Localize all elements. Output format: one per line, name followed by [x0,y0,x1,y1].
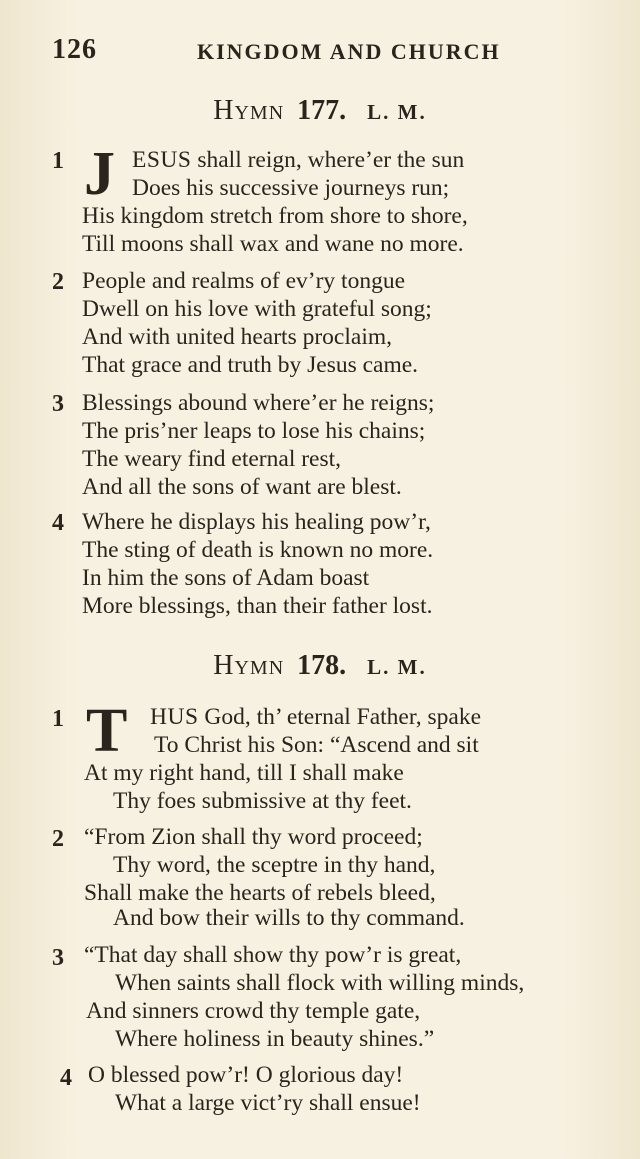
hymn-word: Hymn [213,650,285,681]
verse-line: And all the sons of want are blest. [82,474,402,500]
verse-line: More blessings, than their father lost. [82,593,433,619]
verse-line: Till moons shall wax and wane no more. [82,231,464,257]
hymn-title [0,650,640,682]
hymn-word: Hymn [213,95,285,126]
stanza-number: 1 [52,706,64,732]
stanza-number: 2 [52,826,64,852]
stanza-number: 2 [52,269,64,295]
verse-line: Does his successive journeys run; [132,175,450,201]
verse-line: Thy foes submissive at thy feet. [113,788,412,814]
verse-line: Thy word, the sceptre in thy hand, [113,852,436,878]
verse-line: Dwell on his love with grateful song; [82,296,432,322]
stanza-number: 1 [52,148,64,174]
stanza-number: 3 [52,391,64,417]
verse-line: His kingdom stretch from shore to shore, [82,203,468,229]
verse-line: And sinners crowd thy temple gate, [86,998,421,1024]
verse-line: HUS God, th’ eternal Father, spake [150,704,481,730]
verse-line: People and realms of ev’ry tongue [82,268,406,294]
verse-line: In him the sons of Adam boast [82,565,370,591]
verse-line: The pris’ner leaps to lose his chains; [82,418,426,444]
stanza-number: 4 [60,1065,72,1091]
verse-line: Where he displays his healing pow’r, [82,509,431,535]
verse-line: The sting of death is known no more. [82,537,434,563]
verse-line: ESUS shall reign, where’er the sun [132,147,465,173]
running-header [0,34,640,70]
hymn-meter: L. M. [367,655,427,679]
verse-line: And bow their wills to thy command. [113,905,465,931]
verse-line: Shall make the hearts of rebels bleed, [84,880,436,906]
verse-line: “That day shall show thy pow’r is great, [84,942,462,968]
hymn-title [0,95,640,127]
verse-line: The weary find eternal rest, [82,446,342,472]
hymn-number: 178. [297,650,347,681]
verse-line: Where holiness in beauty shines.” [115,1026,435,1052]
verse-line: What a large vict’ry shall ensue! [115,1090,421,1116]
verse-line: O blessed pow’r! O glorious day! [88,1062,404,1088]
verse-line: That grace and truth by Jesus came. [82,352,419,378]
verse-line: Blessings abound where’er he reigns; [82,390,435,416]
drop-cap: J [84,140,115,208]
verse-line: When saints shall flock with willing minds, [115,970,525,996]
stanza-number: 4 [52,510,64,536]
verse-line: To Christ his Son: “Ascend and sit [154,732,479,758]
verse-line: At my right hand, till I shall make [84,760,404,786]
hymn-number: 177. [297,95,347,126]
stanza-number: 3 [52,945,64,971]
drop-cap: T [86,697,128,765]
verse-line: And with united hearts proclaim, [82,324,392,350]
running-head-title: KINGDOM AND CHURCH [197,39,501,64]
page-number: 126 [52,34,97,65]
verse-line: “From Zion shall thy word proceed; [84,824,423,850]
hymn-meter: L. M. [367,100,427,124]
